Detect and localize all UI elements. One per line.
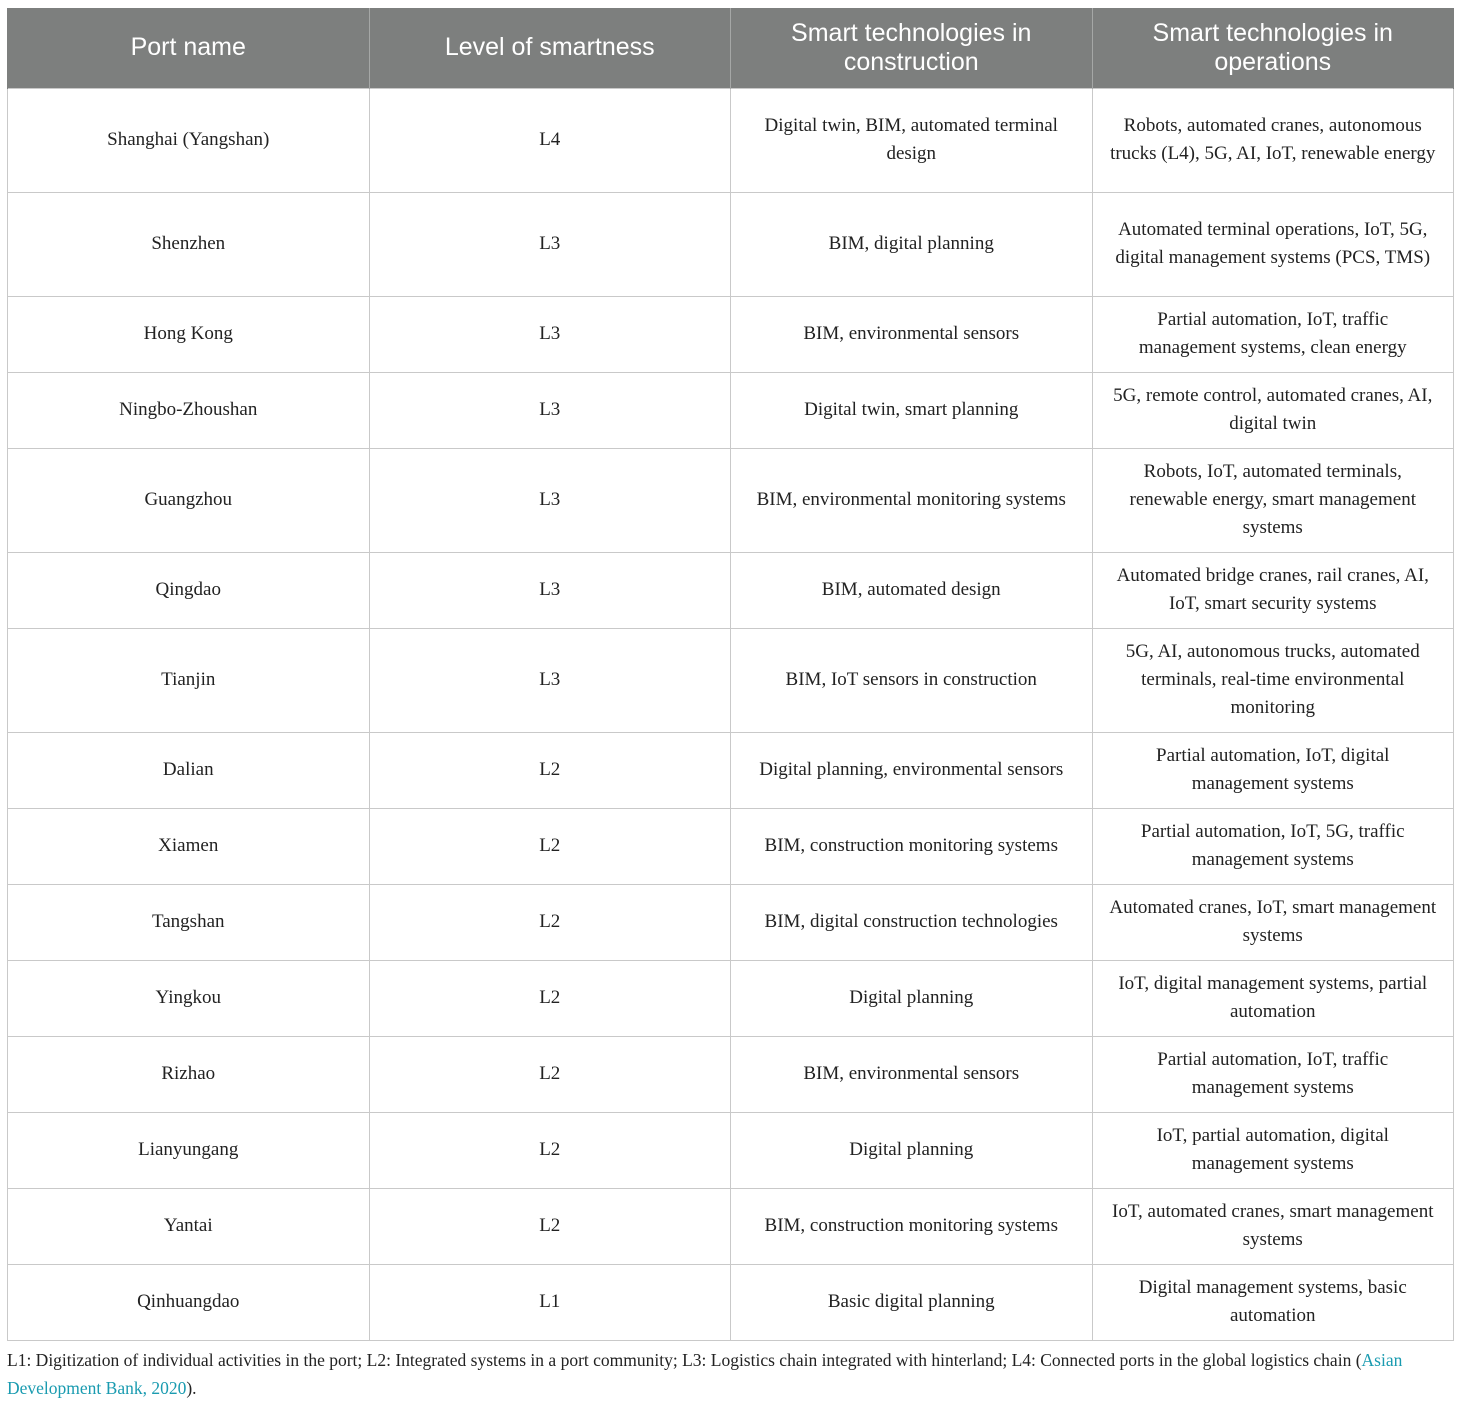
- cell-operations: IoT, automated cranes, smart management systems: [1092, 1188, 1454, 1264]
- cell-port-name: Shanghai (Yangshan): [8, 88, 370, 192]
- cell-construction: BIM, environmental monitoring systems: [731, 448, 1093, 552]
- cell-construction: BIM, construction monitoring systems: [731, 1188, 1093, 1264]
- cell-level: L2: [369, 1112, 731, 1188]
- cell-construction: BIM, environmental sensors: [731, 1036, 1093, 1112]
- cell-port-name: Yantai: [8, 1188, 370, 1264]
- cell-level: L4: [369, 88, 731, 192]
- cell-operations: Robots, automated cranes, autonomous trucks (L4), 5G, AI, IoT, renewable energy: [1092, 88, 1454, 192]
- table-row: [8, 448, 1454, 552]
- table-body: [8, 88, 1454, 1340]
- cell-port-name: Lianyungang: [8, 1112, 370, 1188]
- cell-construction: BIM, automated design: [731, 552, 1093, 628]
- cell-port-name: Shenzhen: [8, 192, 370, 296]
- cell-level: L3: [369, 296, 731, 372]
- cell-construction: BIM, IoT sensors in construction: [731, 628, 1093, 732]
- cell-construction: Digital twin, smart planning: [731, 372, 1093, 448]
- cell-level: L3: [369, 372, 731, 448]
- cell-operations: Automated cranes, IoT, smart management systems: [1092, 884, 1454, 960]
- table-row: [8, 1036, 1454, 1112]
- cell-level: L1: [369, 1264, 731, 1340]
- cell-operations: Partial automation, IoT, digital management systems: [1092, 732, 1454, 808]
- footnote-open-paren: (: [1355, 1350, 1362, 1370]
- cell-port-name: Guangzhou: [8, 448, 370, 552]
- table-row: [8, 372, 1454, 448]
- cell-port-name: Hong Kong: [8, 296, 370, 372]
- header-construction-technologies: Smart technologies in construction: [731, 8, 1093, 88]
- cell-operations: Partial automation, IoT, traffic management systems: [1092, 1036, 1454, 1112]
- citation-link[interactable]: Asian Development Bank, 2020: [7, 1350, 1403, 1398]
- cell-operations: Digital management systems, basic automation: [1092, 1264, 1454, 1340]
- cell-construction: Digital planning: [731, 1112, 1093, 1188]
- cell-port-name: Qinhuangdao: [8, 1264, 370, 1340]
- cell-operations: IoT, partial automation, digital management systems: [1092, 1112, 1454, 1188]
- header-operations-technologies: Smart technologies in operations: [1092, 8, 1454, 88]
- cell-operations: Robots, IoT, automated terminals, renewable energy, smart management systems: [1092, 448, 1454, 552]
- cell-port-name: Rizhao: [8, 1036, 370, 1112]
- cell-operations: IoT, digital management systems, partial automation: [1092, 960, 1454, 1036]
- table-row: [8, 552, 1454, 628]
- header-row: [8, 8, 1454, 88]
- cell-level: L2: [369, 1188, 731, 1264]
- cell-construction: Digital planning: [731, 960, 1093, 1036]
- table-row: [8, 88, 1454, 192]
- cell-port-name: Xiamen: [8, 808, 370, 884]
- header-level-of-smartness: Level of smartness: [369, 8, 731, 88]
- table-row: [8, 960, 1454, 1036]
- cell-level: L2: [369, 884, 731, 960]
- cell-level: L3: [369, 552, 731, 628]
- table-row: [8, 628, 1454, 732]
- table-row: [8, 884, 1454, 960]
- cell-port-name: Tangshan: [8, 884, 370, 960]
- table-row: [8, 808, 1454, 884]
- footnote-close: ).: [186, 1378, 197, 1398]
- cell-port-name: Tianjin: [8, 628, 370, 732]
- cell-operations: Automated terminal operations, IoT, 5G, digital management systems (PCS, TMS): [1092, 192, 1454, 296]
- cell-level: L2: [369, 960, 731, 1036]
- table-row: [8, 1188, 1454, 1264]
- cell-level: L2: [369, 732, 731, 808]
- ports-table-container: [7, 8, 1453, 1341]
- table-row: [8, 296, 1454, 372]
- table-row: [8, 1264, 1454, 1340]
- table-footnote: [7, 1346, 1457, 1402]
- cell-port-name: Qingdao: [8, 552, 370, 628]
- cell-construction: BIM, digital construction technologies: [731, 884, 1093, 960]
- cell-operations: 5G, AI, autonomous trucks, automated terminals, real-time environmental monitoring: [1092, 628, 1454, 732]
- cell-construction: BIM, construction monitoring systems: [731, 808, 1093, 884]
- cell-operations: 5G, remote control, automated cranes, AI, digital twin: [1092, 372, 1454, 448]
- table-header: [8, 8, 1454, 88]
- cell-level: L3: [369, 628, 731, 732]
- cell-construction: Digital planning, environmental sensors: [731, 732, 1093, 808]
- cell-operations: Partial automation, IoT, traffic management systems, clean energy: [1092, 296, 1454, 372]
- cell-port-name: Dalian: [8, 732, 370, 808]
- cell-operations: Automated bridge cranes, rail cranes, AI, IoT, smart security systems: [1092, 552, 1454, 628]
- footnote-level-definitions: L1: Digitization of individual activities in the port; L2: Integrated systems in a port community; L3: Logistics chain integrated with hinterland; L4: Connected ports in the global logistics chain: [7, 1350, 1352, 1370]
- cell-construction: BIM, digital planning: [731, 192, 1093, 296]
- header-port-name: Port name: [8, 8, 370, 88]
- cell-operations: Partial automation, IoT, 5G, traffic management systems: [1092, 808, 1454, 884]
- cell-port-name: Yingkou: [8, 960, 370, 1036]
- table-row: [8, 732, 1454, 808]
- cell-level: L2: [369, 808, 731, 884]
- table-row: [8, 1112, 1454, 1188]
- table-row: [8, 192, 1454, 296]
- ports-table: [7, 8, 1454, 1341]
- cell-construction: BIM, environmental sensors: [731, 296, 1093, 372]
- cell-level: L2: [369, 1036, 731, 1112]
- cell-port-name: Ningbo-Zhoushan: [8, 372, 370, 448]
- cell-level: L3: [369, 448, 731, 552]
- cell-construction: Basic digital planning: [731, 1264, 1093, 1340]
- cell-level: L3: [369, 192, 731, 296]
- cell-construction: Digital twin, BIM, automated terminal design: [731, 88, 1093, 192]
